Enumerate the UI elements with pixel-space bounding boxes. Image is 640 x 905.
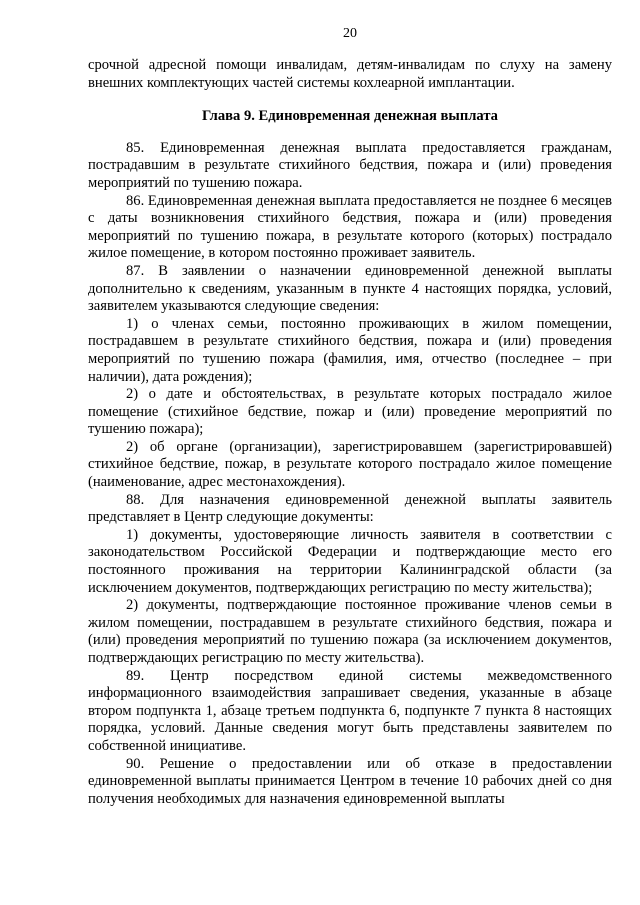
paragraph-87: 87. В заявлении о назначении единовременной денежной выплаты дополнительно к сведениям, указанным в пункте 4 настоящих порядка, условий, заявителем указываются следующие сведения:: [88, 262, 612, 315]
paragraph-89: 89. Центр посредством единой системы межведомственного информационного взаимодействия запрашивает сведения, указанные в абзаце втором подпункта 1, абзаце третьем подпункта 6, подпункте 7 пункта 8 настоящих порядка, условий. Данные сведения могут быть представлены заявителем по собственной инициативе.: [88, 667, 612, 754]
paragraph-88-item-2: 2) документы, подтверждающие постоянное проживание членов семьи в жилом помещении, пострадавшем в результате стихийного бедствия, пожара и (или) проведения мероприятий по тушению пожара (за исключением документов, подтверждающих регистрацию по месту жительства).: [88, 597, 612, 666]
chapter-title: Глава 9. Единовременная денежная выплата: [202, 108, 498, 125]
paragraph-87-item-1: 1) о членах семьи, постоянно проживающих в жилом помещении, пострадавшем в результате стихийного бедствия, пожара и (или) проведения мероприятий по тушению пожара (фамилия, имя, отчество (последнее – при наличии), дата рождения);: [88, 315, 612, 385]
paragraph-continuation: срочной адресной помощи инвалидам, детям-инвалидам по слуху на замену внешних комплектующих частей системы кохлеарной имплантации.: [88, 57, 612, 91]
document-body: [88, 57, 612, 808]
paragraph-90: 90. Решение о предоставлении или об отказе в предоставлении единовременной выплаты принимается Центром в течение 10 рабочих дней со дня получения необходимых для назначения единовременной выплаты: [88, 755, 612, 807]
paragraph-86: 86. Единовременная денежная выплата предоставляется не позднее 6 месяцев с даты возникновения стихийного бедствия, пожара и (или) проведения мероприятий по тушению пожара, в результате которого (которых) пострадало жилое помещение, в котором постоянно проживает заявитель.: [88, 192, 612, 262]
paragraph-85: 85. Единовременная денежная выплата предоставляется гражданам, пострадавшим в результате стихийного бедствия, пожара и (или) проведения мероприятий по тушению пожара.: [88, 139, 612, 191]
paragraph-87-item-3: 2) об органе (организации), зарегистрировавшем (зарегистрировавшей) стихийное бедствие, пожар, в результате которого пострадало жилое помещение (наименование, адрес местонахождения).: [88, 438, 612, 491]
paragraph-88-item-1: 1) документы, удостоверяющие личность заявителя в соответствии с законодательством Российской Федерации и подтверждающие место его постоянного проживания на территории Калининградской области (за исключением документов, подтверждающих регистрацию по месту жительства);: [88, 526, 612, 596]
paragraph-87-item-2: 2) о дате и обстоятельствах, в результате которых пострадало жилое помещение (стихийное бедствие, пожар и (или) проведение мероприятий по тушению пожара);: [88, 386, 612, 438]
paragraph-88: 88. Для назначения единовременной денежной выплаты заявитель представляет в Центр следующие документы:: [88, 491, 612, 526]
page-number: 20: [343, 26, 357, 41]
